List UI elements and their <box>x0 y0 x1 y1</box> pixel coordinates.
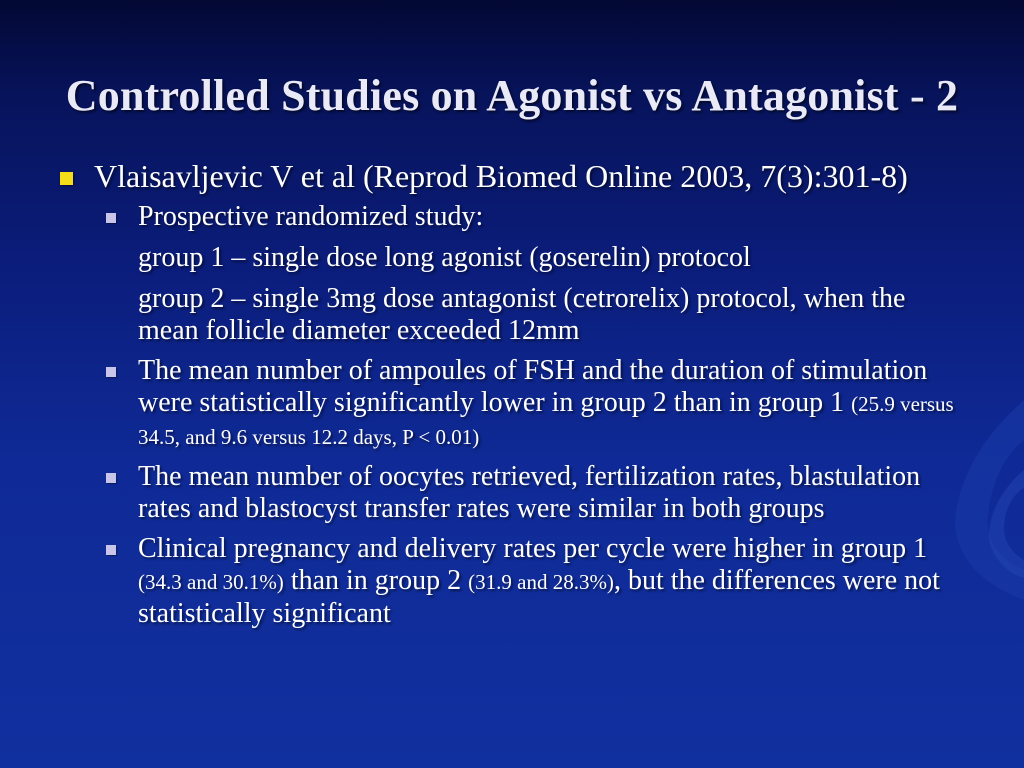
fsh-text: The mean number of ampoules of FSH and the duration of stimulation were statistically significantly lower in group 2 than in group 1 <box>138 355 928 418</box>
sub-bullet-pregnancy-rates <box>138 533 968 630</box>
square-bullet-icon <box>106 367 116 377</box>
citation-text: Vlaisavljevic V et al (Reprod Biomed Online 2003, 7(3):301-8) <box>94 158 908 194</box>
sub-bullet-fsh-ampoules <box>138 355 968 453</box>
group-2-text: group 2 – single 3mg dose antagonist (cetrorelix) protocol, when the mean follicle diameter exceeded 12mm <box>138 283 906 346</box>
group-1-text: group 1 – single dose long agonist (goserelin) protocol <box>138 242 751 273</box>
sub-bullet-study-design <box>138 201 968 233</box>
fsh-values: (25.9 versus 34.5, and 9.6 versus 12.2 days, P < 0.01) <box>138 392 954 449</box>
pregnancy-text-b: than in group 2 <box>283 565 469 596</box>
square-bullet-icon <box>106 473 116 483</box>
pregnancy-text-c: , but the differences were not statistically significant <box>138 565 940 629</box>
pregnancy-text-a: Clinical pregnancy and delivery rates per cycle were higher in group 1 <box>138 533 928 564</box>
group-1-line <box>138 242 968 274</box>
group-2-line <box>138 283 968 347</box>
square-bullet-icon <box>106 213 116 223</box>
pregnancy-values-group-1: (34.3 and 30.1%) <box>138 570 284 594</box>
sub-bullet-oocytes <box>138 461 968 525</box>
slide-title: Controlled Studies on Agonist vs Antagonist - 2 <box>65 71 959 120</box>
main-bullet-citation <box>56 160 964 193</box>
study-design-heading: Prospective randomized study: <box>138 201 484 232</box>
oocytes-text: The mean number of oocytes retrieved, fertilization rates, blastulation rates and blastocyst transfer rates were similar in both groups <box>138 461 921 524</box>
pregnancy-values-group-2: (31.9 and 28.3%) <box>468 570 614 594</box>
square-bullet-icon <box>60 172 73 185</box>
square-bullet-icon <box>106 545 116 555</box>
slide-content <box>56 146 976 630</box>
